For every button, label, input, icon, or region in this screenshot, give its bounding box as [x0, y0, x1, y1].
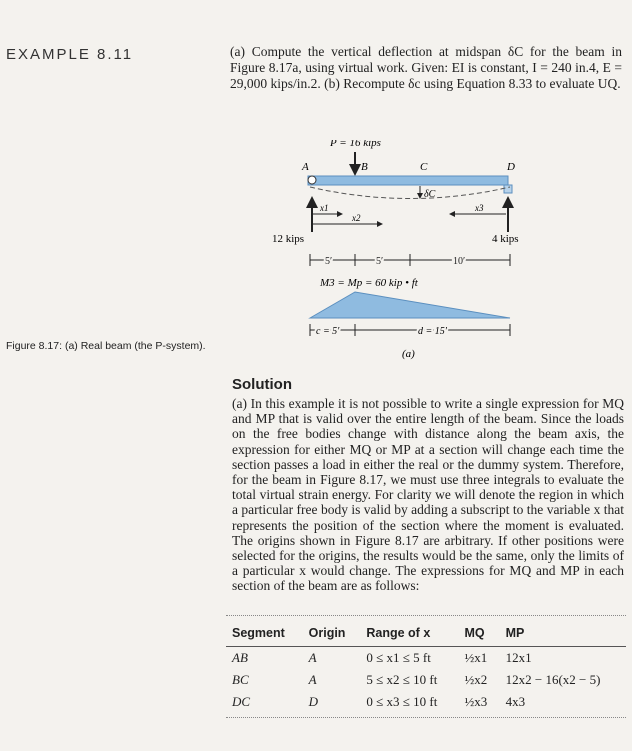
- problem-statement: (a) Compute the vertical deflection at midspan δC for the beam in Figure 8.17a, using virtual work. Given: EI is constant, I = 240 in.4, E = 29,000 kips/in.2. (b) Recompute δc using Equation 8.33 to evaluate UQ.: [230, 44, 622, 91]
- moment-table: [226, 615, 626, 718]
- support-pin-a: [308, 176, 316, 184]
- label-c: C: [420, 161, 428, 173]
- span-cd: 10′: [453, 256, 466, 267]
- delta-label: δC: [424, 189, 436, 200]
- cell-segment: AB: [232, 650, 248, 665]
- span-bc: 5′: [376, 256, 384, 267]
- beam-figure: [270, 140, 540, 365]
- cell-segment: DC: [232, 694, 251, 709]
- span-ab: 5′: [325, 256, 333, 267]
- x3-label: x3: [475, 203, 484, 213]
- cell-origin: A: [308, 650, 317, 665]
- cell-mp: 4x3: [505, 694, 526, 709]
- example-label: EXAMPLE 8.11: [6, 46, 134, 63]
- beam: [308, 176, 508, 185]
- moment-diagram: [310, 292, 510, 318]
- cell-origin: A: [308, 672, 317, 687]
- cell-mp: 12x1: [505, 650, 532, 665]
- table-row: [226, 669, 626, 691]
- cell-mq: ½x2: [464, 672, 488, 687]
- load-label: P = 16 kips: [330, 140, 381, 149]
- d-label: d = 15′: [418, 326, 447, 337]
- reaction-a-label: 12 kips: [272, 233, 305, 245]
- header-segment: Segment: [226, 622, 303, 647]
- table-row: [226, 691, 626, 713]
- solution-heading: Solution: [232, 376, 292, 393]
- c-label: c = 5′: [316, 326, 340, 337]
- header-origin: Origin: [303, 622, 361, 647]
- x2-label: x2: [352, 213, 361, 223]
- cell-range: 0 ≤ x1 ≤ 5 ft: [366, 650, 431, 665]
- cell-mq: ½x3: [464, 694, 488, 709]
- moment-label: M3 = Mp = 60 kip • ft: [320, 277, 418, 289]
- cell-mq: ½x1: [464, 650, 488, 665]
- header-mq: MQ: [459, 622, 500, 647]
- header-mp: MP: [500, 622, 626, 647]
- cell-segment: BC: [232, 672, 249, 687]
- table-row: [226, 647, 626, 670]
- figure-caption: Figure 8.17: (a) Real beam (the P-system).: [6, 340, 206, 352]
- header-range: Range of x: [360, 622, 458, 647]
- label-a: A: [302, 161, 309, 173]
- cell-range: 5 ≤ x2 ≤ 10 ft: [366, 672, 438, 687]
- x1-label: x1: [320, 203, 329, 213]
- reaction-d-label: 4 kips: [492, 233, 519, 245]
- cell-origin: D: [308, 694, 319, 709]
- label-b: B: [361, 161, 368, 173]
- support-d: [504, 185, 512, 193]
- cell-range: 0 ≤ x3 ≤ 10 ft: [366, 694, 438, 709]
- cell-mp: 12x2 − 16(x2 − 5): [505, 672, 601, 687]
- solution-text: (a) In this example it is not possible to write a single expression for MQ and MP that is valid over the entire length of the beam. Since the loads on the free bodies change with distance along the beam axis, the expression for either MQ or MP at a section will change each time the section passes a load in either the real or the dummy system. Therefore, for the beam in Figure 8.17, we must use three integrals to evaluate the total virtual strain energy. For clarity we will denote the region in which a particular free body is valid by adding a subscript to the variable x that represents the position of the section where the moment is evaluated. The origins shown in Figure 8.17 are arbitrary. If other positions were selected for the origins, the results would be the same, only the limits of a particular x would change. The expressions for MQ and MP in each section of the beam are as follows:: [232, 396, 624, 594]
- deflected-shape: [310, 187, 510, 199]
- subfig-label: (a): [402, 348, 415, 360]
- label-d: D: [507, 161, 515, 173]
